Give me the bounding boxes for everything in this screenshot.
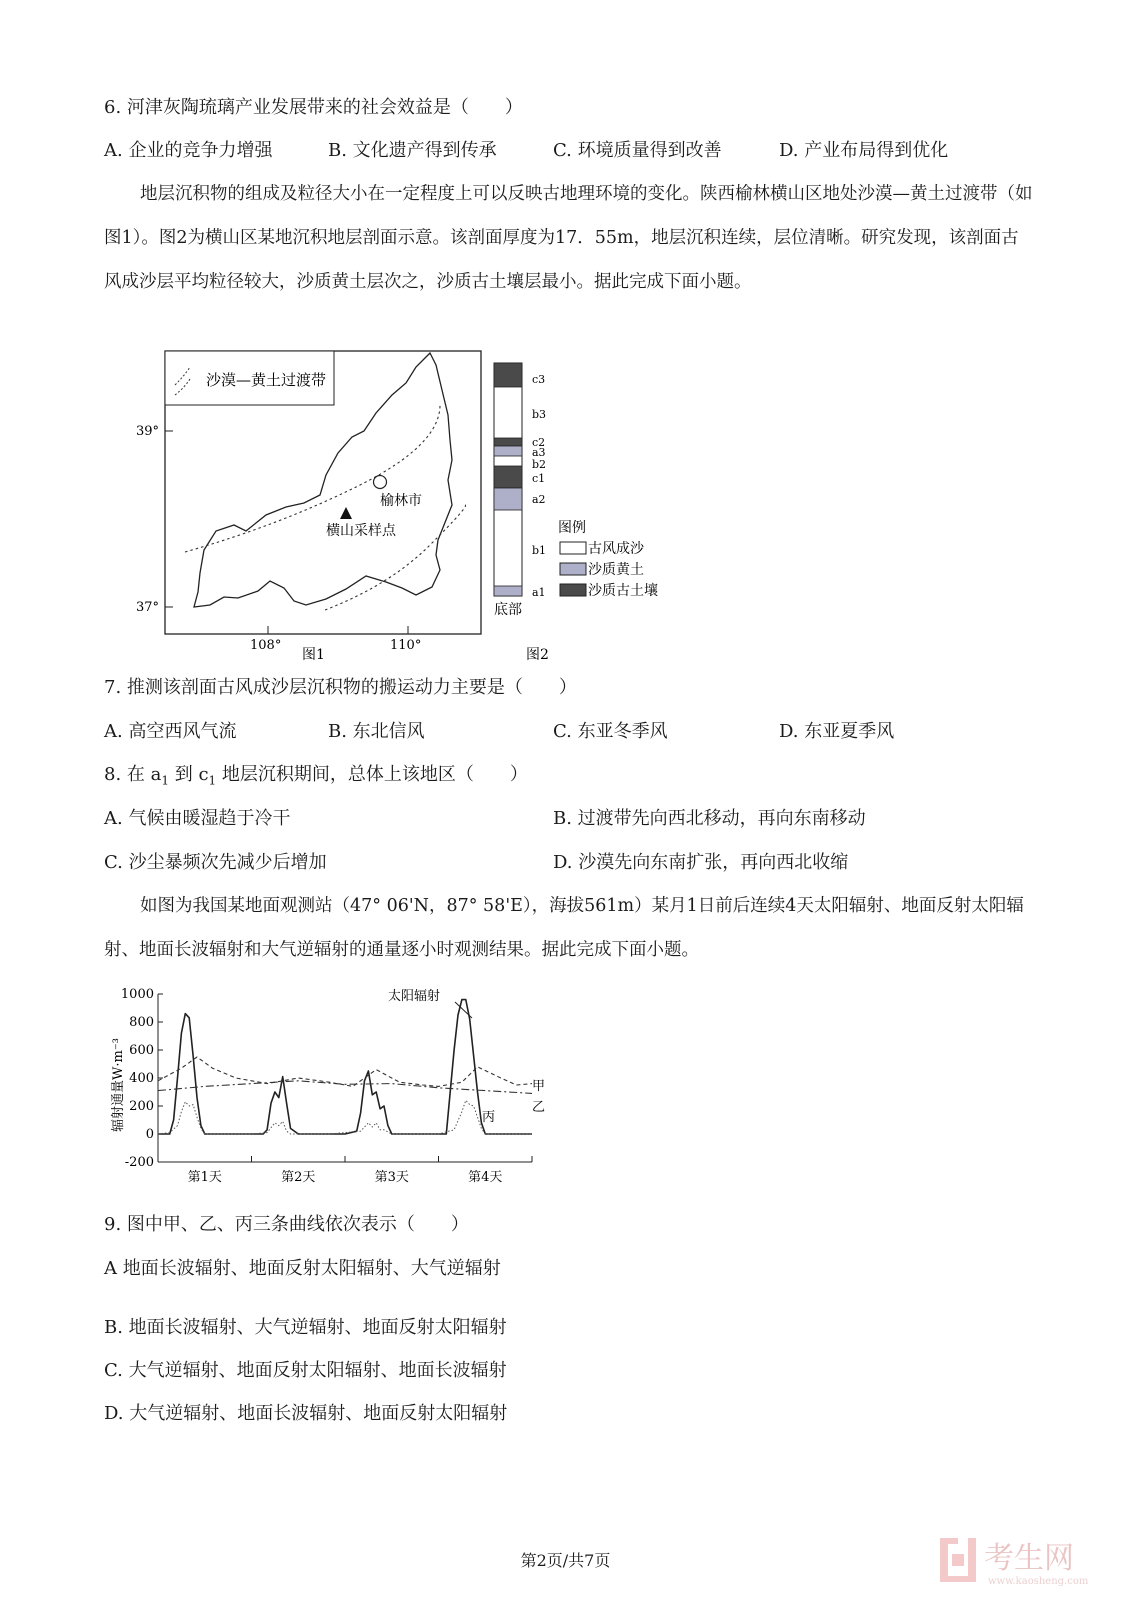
q8-stem-mid: 到 c bbox=[169, 764, 209, 785]
q6-option-b: B. 文化遗产得到传承 bbox=[328, 140, 497, 161]
layer-label-b3: b3 bbox=[532, 408, 547, 421]
annotation-bing: 丙 bbox=[482, 1110, 496, 1125]
watermark-emblem-icon bbox=[940, 1538, 976, 1582]
fig1-legend-label: 沙漠—黄土过渡带 bbox=[206, 371, 327, 389]
layer-label-a3: a3 bbox=[532, 446, 546, 459]
y-tick-label: 400 bbox=[129, 1071, 154, 1086]
sample-point-label: 横山采样点 bbox=[326, 523, 396, 539]
q8-stem bbox=[104, 763, 528, 793]
q9-option-c: C. 大气逆辐射、地面反射太阳辐射、地面长波辐射 bbox=[104, 1360, 507, 1381]
fig1-caption: 图1 bbox=[302, 647, 325, 663]
radiation-chart bbox=[100, 980, 570, 1190]
q6-option-a: A. 企业的竞争力增强 bbox=[104, 140, 273, 161]
layer-label-b2: b2 bbox=[532, 458, 547, 471]
y-tick-label: 600 bbox=[129, 1043, 154, 1058]
legend-swatch-sand-icon bbox=[560, 542, 586, 554]
layer-c2 bbox=[494, 438, 522, 446]
watermark-logo bbox=[938, 1532, 1118, 1588]
lon-label-108: 108° bbox=[250, 638, 282, 653]
q8-option-b: B. 过渡带先向西北移动，再向东南移动 bbox=[553, 808, 866, 829]
figure-2-stratigraphy bbox=[488, 360, 688, 665]
y-tick-label: 1000 bbox=[120, 987, 154, 1002]
layer-label-a1: a1 bbox=[532, 586, 546, 599]
q7-option-c: C. 东亚冬季风 bbox=[553, 721, 668, 742]
q9-option-b: B. 地面长波辐射、大气逆辐射、地面反射太阳辐射 bbox=[104, 1317, 507, 1338]
legend-swatch-paleosol-icon bbox=[560, 584, 586, 596]
legend-item-sand: 古风成沙 bbox=[588, 541, 644, 557]
watermark-site: www.kaosheng.com bbox=[988, 1576, 1089, 1587]
watermark-text: 考生网 bbox=[984, 1541, 1074, 1576]
layer-a3 bbox=[494, 446, 522, 456]
q9-option-d: D. 大气逆辐射、地面长波辐射、地面反射太阳辐射 bbox=[104, 1403, 508, 1424]
q9-option-a: A 地面长波辐射、地面反射太阳辐射、大气逆辐射 bbox=[104, 1258, 501, 1279]
annotation-yi: 乙 bbox=[532, 1100, 546, 1115]
annotation-solar: 太阳辐射 bbox=[388, 989, 441, 1004]
x-category-label: 第3天 bbox=[374, 1170, 409, 1185]
y-tick-label: 800 bbox=[129, 1015, 154, 1030]
figure-1-map bbox=[130, 345, 490, 665]
fig2-caption: 图2 bbox=[526, 647, 549, 663]
layer-label-a2: a2 bbox=[532, 493, 546, 506]
layer-label-b1: b1 bbox=[532, 544, 547, 557]
q6-option-c: C. 环境质量得到改善 bbox=[553, 140, 722, 161]
layer-label-c2: c2 bbox=[532, 436, 546, 449]
transition-belt-north bbox=[185, 405, 440, 552]
passage-1 bbox=[104, 172, 1034, 304]
legend-item-paleosol: 沙质古土壤 bbox=[588, 583, 658, 599]
series-line-solar bbox=[158, 1000, 532, 1134]
x-category-label: 第4天 bbox=[468, 1170, 503, 1185]
layer-label-c3: c3 bbox=[532, 373, 546, 386]
layer-labels bbox=[532, 373, 546, 599]
q8-sub-2: 1 bbox=[208, 773, 217, 788]
passage-1-text: 地层沉积物的组成及粒径大小在一定程度上可以反映古地理环境的变化。陕西榆林横山区地处沙漠—黄土过渡带（如图1）。图2为横山区某地沉积地层剖面示意。该剖面厚度为17．55m，地层沉积连续，层位清晰。研究发现，该剖面古风成沙层平均粒径较大，沙质黄土层次之，沙质古土壤层最小。据此完成下面小题。 bbox=[104, 184, 1033, 292]
city-label: 榆林市 bbox=[380, 493, 422, 509]
q8-stem-suffix: 地层沉积期间，总体上该地区（ ） bbox=[216, 764, 528, 785]
layer-c3 bbox=[494, 363, 522, 387]
q8-option-c: C. 沙尘暴频次先减少后增加 bbox=[104, 852, 327, 873]
page-footer: 第2页/共7页 bbox=[520, 1551, 611, 1570]
q7-option-b: B. 东北信风 bbox=[328, 721, 425, 742]
sample-point-triangle-icon bbox=[340, 507, 352, 519]
passage-2 bbox=[104, 884, 1034, 972]
series-line-bing bbox=[158, 1100, 532, 1134]
layer-c1 bbox=[494, 466, 522, 488]
layer-a1 bbox=[494, 586, 522, 596]
q7-option-d: D. 东亚夏季风 bbox=[779, 721, 895, 742]
legend-item-loess: 沙质黄土 bbox=[588, 562, 644, 578]
y-tick-label: -200 bbox=[124, 1155, 154, 1170]
q7-stem: 7. 推测该剖面古风成沙层沉积物的搬运动力主要是（ ） bbox=[104, 677, 577, 698]
lat-label-37: 37° bbox=[136, 600, 160, 615]
chart-y-axis-label: 辐射通量W·m⁻³ bbox=[111, 1038, 126, 1132]
chart-lines bbox=[158, 1000, 532, 1134]
x-category-label: 第1天 bbox=[187, 1170, 222, 1185]
annotation-jia: 甲 bbox=[532, 1079, 546, 1094]
lat-label-39: 39° bbox=[136, 424, 160, 439]
legend-swatch-loess-icon bbox=[560, 563, 586, 575]
q8-option-a: A. 气候由暖湿趋于冷干 bbox=[104, 808, 291, 829]
q6-option-d: D. 产业布局得到优化 bbox=[779, 140, 949, 161]
city-marker-icon bbox=[374, 476, 387, 489]
transition-belt-south bbox=[325, 505, 466, 610]
y-tick-label: 0 bbox=[145, 1127, 154, 1142]
layer-label-c1: c1 bbox=[532, 472, 546, 485]
bottom-label: 底部 bbox=[494, 602, 522, 618]
x-category-label: 第2天 bbox=[281, 1170, 316, 1185]
y-tick-label: 200 bbox=[129, 1099, 154, 1114]
legend-title: 图例 bbox=[558, 520, 586, 536]
lon-label-110: 110° bbox=[390, 638, 422, 653]
q9-stem: 9. 图中甲、乙、丙三条曲线依次表示（ ） bbox=[104, 1214, 469, 1235]
q7-option-a: A. 高空西风气流 bbox=[104, 721, 237, 742]
q8-option-d: D. 沙漠先向东南扩张，再向西北收缩 bbox=[553, 852, 849, 873]
q6-stem: 6. 河津灰陶琉璃产业发展带来的社会效益是（ ） bbox=[104, 97, 523, 118]
layer-a2 bbox=[494, 488, 522, 510]
q8-sub-1: 1 bbox=[161, 773, 169, 788]
q8-stem-prefix: 8. 在 a bbox=[104, 764, 162, 785]
passage-2-text: 如图为我国某地面观测站（47° 06'N，87° 58'E），海拔561m）某月1日前后连续4天太阳辐射、地面反射太阳辐射、地面长波辐射和大气逆辐射的通量逐小时观测结果。据此完成下面小题。 bbox=[104, 896, 1024, 960]
